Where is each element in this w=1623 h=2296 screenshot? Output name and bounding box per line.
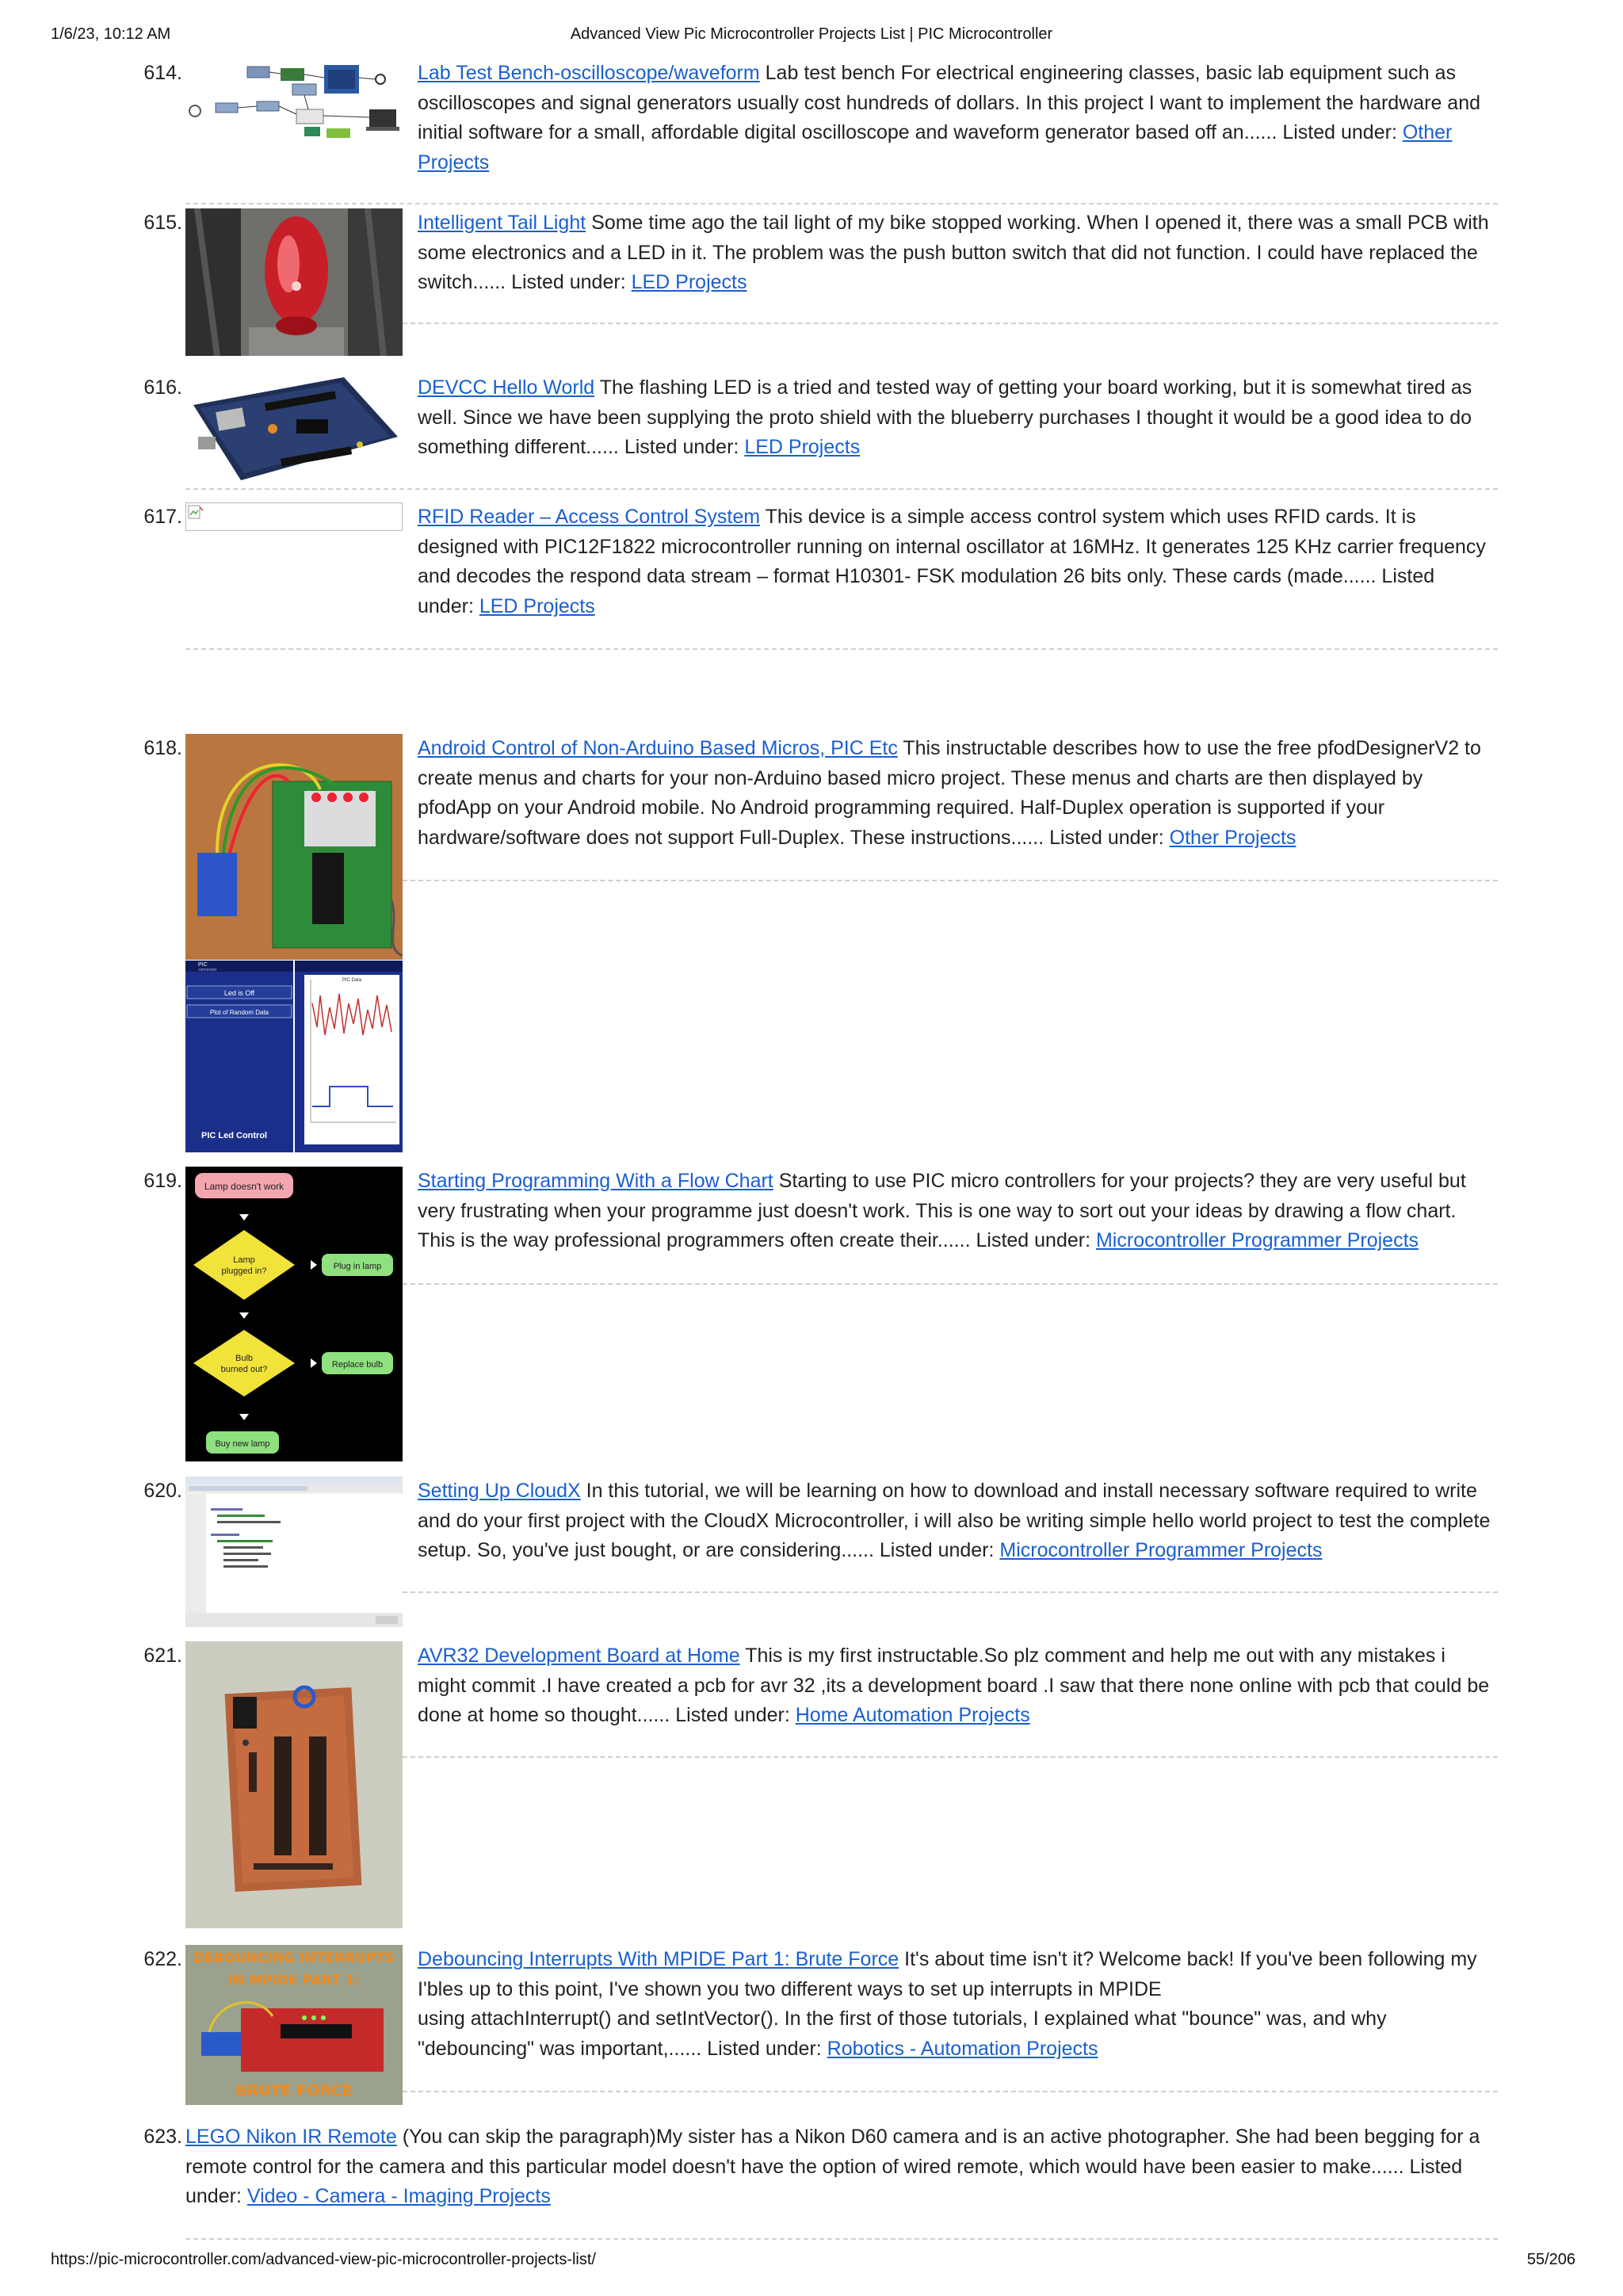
plot-button: Plot of Random Data (209, 1009, 269, 1016)
entry-text (418, 502, 1495, 621)
listed-under-label: Listed under: (511, 271, 626, 293)
entry-text (185, 2122, 1496, 2212)
print-datetime: 1/6/23, 10:12 AM (51, 25, 171, 43)
debouncing-cover-image (185, 1945, 403, 2105)
project-title-link[interactable]: Setting Up CloudX (418, 1480, 581, 1502)
project-description: Some time ago the tail light of my bike stopped working. When I opened it, there was a small PCB with some electronics and a LED in it. The problem was the push button switch that did not function. I could have replaced the switch...... (418, 212, 1489, 293)
entry-text (418, 1477, 1495, 1566)
entry-text (418, 734, 1495, 853)
entry-text (418, 1945, 1495, 2064)
project-title-link[interactable]: LEGO Nikon IR Remote (185, 2126, 397, 2148)
entry-number: 614. (143, 62, 182, 84)
debouncing-cover-thumbnail[interactable] (185, 1945, 403, 2105)
broken-image-glyph (188, 505, 204, 521)
listed-under-label: Listed under: (879, 1539, 995, 1561)
flow-decision2-line1: Bulb (235, 1354, 254, 1363)
divider (403, 880, 1498, 881)
list-item (0, 1477, 1623, 1635)
divider (403, 1591, 1498, 1593)
project-title-link[interactable]: Android Control of Non-Arduino Based Micros, PIC Etc (418, 737, 898, 759)
list-item (0, 734, 1623, 1154)
category-link[interactable]: Other Projects (418, 121, 1453, 174)
project-title-link[interactable]: RFID Reader – Access Control System (418, 506, 761, 528)
project-title-link[interactable]: Intelligent Tail Light (418, 212, 586, 234)
flow-chart-image (185, 1167, 403, 1461)
flow-decision2-line2: burned out? (220, 1365, 268, 1374)
broken-image-icon[interactable] (185, 502, 403, 531)
dev-board-image (185, 373, 403, 484)
print-page-title: Advanced View Pic Microcontroller Projects List | PIC Microcontroller (570, 25, 1053, 43)
cover-title-line2: IN MPIDE PART 1: (227, 1973, 361, 1988)
divider (185, 2238, 1498, 2240)
category-link[interactable]: Microcontroller Programmer Projects (1095, 1229, 1419, 1251)
entry-number: 619. (143, 1170, 182, 1192)
project-description-line2: using attachInterrupt() and setIntVector(). In the first of those tutorials, I explained what "bounce" was, and why "debouncing" was important,...... (418, 2008, 1387, 2060)
divider (185, 203, 1498, 204)
category-link[interactable]: LED Projects (479, 594, 595, 617)
category-link[interactable]: LED Projects (744, 436, 861, 458)
category-link[interactable]: Robotics - Automation Projects (827, 2037, 1098, 2060)
print-url: https://pic-microcontroller.com/advanced-view-pic-microcontroller-projects-list/ (51, 2251, 596, 2268)
category-link[interactable]: Home Automation Projects (795, 1704, 1030, 1726)
entry-number: 621. (143, 1645, 182, 1667)
listed-under-label: Listed under: (675, 1704, 790, 1726)
homemade-pcb-thumbnail[interactable] (185, 1641, 403, 1928)
list-item (0, 1167, 1623, 1468)
entry-number: 622. (143, 1948, 182, 1970)
project-description: Lab test bench For electrical engineering classes, basic lab equipment such as oscilloscopes and signal generators usually cost hundreds of dollars. In this project I want to implement the hardware and initial software for a small, affordable digital oscilloscope and waveform generator based off an...... (418, 62, 1481, 143)
homemade-pcb-image (185, 1641, 403, 1928)
entry-number: 617. (143, 506, 182, 528)
phone-status: connected (198, 968, 217, 972)
flow-start: Lamp doesn't work (204, 1181, 285, 1192)
print-footer (0, 2251, 1623, 2275)
breadboard-phone-image (185, 734, 403, 1152)
divider (185, 488, 1498, 490)
project-description: (You can skip the paragraph)My sister has a Nikon D60 camera and is an active photographer. She had been begging for a remote control for the camera and this particular model doesn't have the option of wired remote, which would have been easier to make...... (185, 2126, 1480, 2178)
entry-text (418, 59, 1495, 178)
project-title-link[interactable]: AVR32 Development Board at Home (418, 1645, 740, 1667)
flow-decision1-line1: Lamp (233, 1255, 255, 1265)
flow-decision1-line2: plugged in? (221, 1266, 267, 1276)
flow-end: Buy new lamp (215, 1439, 270, 1449)
block-diagram-image (185, 62, 403, 149)
entry-text (418, 373, 1495, 463)
entry-text (418, 1641, 1495, 1731)
project-title-link[interactable]: DEVCC Hello World (418, 376, 595, 399)
code-editor-thumbnail[interactable] (185, 1477, 403, 1627)
breadboard-phone-thumbnail[interactable] (185, 734, 403, 1152)
project-description: This is my first instructable.So plz comment and help me out with any mistakes i might commit .I have created a pcb for avr 32 ,its a development board .I saw that there none online with pcb that could be done at home so thought...... (418, 1645, 1490, 1726)
flow-action1: Plug in lamp (333, 1262, 382, 1271)
led-status-button: Led is Off (223, 989, 255, 997)
cover-title-line1: DEBOUNCING INTERRUPTS (193, 1950, 395, 1966)
list-item (0, 1945, 1623, 2103)
bike-tail-light-image (185, 208, 403, 356)
divider (403, 1756, 1498, 1758)
listed-under-label: Listed under: (1049, 826, 1164, 849)
project-description-line1: It's about time isn't it? Welcome back! If you've been following my I'bles up to this point, I've shown you two different ways to set up interrupts in MPIDE (418, 1948, 1477, 2000)
code-editor-image (185, 1477, 403, 1627)
listed-under-label: Listed under: (707, 2037, 822, 2060)
listed-under-label: Listed under: (1282, 121, 1397, 143)
project-title-link[interactable]: Starting Programming With a Flow Chart (418, 1170, 773, 1192)
entry-number: 620. (143, 1480, 182, 1502)
listed-label: Listed (1409, 2155, 1463, 2178)
listed-under-label: Listed under: (418, 565, 1435, 617)
project-description: This device is a simple access control system which uses RFID cards. It is designed with PIC12F1822 microcontroller running on internal oscillator at 16MHz. It generates 125 KHz carrier frequency and decodes the respond data stream – format H10301- FSK modulation 26 bits only. These cards (made...... (418, 506, 1486, 587)
list-item (0, 208, 1623, 367)
project-description: The flashing LED is a tried and tested way of getting your board working, but it is somewhat tired as well. Since we have been supplying the proto shield with the blueberry purchases I thought it would be a good idea to do something different...... (418, 376, 1472, 458)
category-link[interactable]: Video - Camera - Imaging Projects (246, 2185, 551, 2207)
list-item (0, 502, 1623, 661)
chart-title: PIC Data (342, 978, 362, 983)
project-description: In this tutorial, we will be learning on how to download and install necessary software required to write and do your first project with the CloudX Microcontroller, i will also be writing simple hello world project to test the complete setup. So, you've just bought, or are considering...... (418, 1480, 1491, 1561)
flow-action2: Replace bulb (331, 1360, 384, 1370)
entry-number: 616. (143, 376, 182, 399)
under-label: under: (185, 2185, 242, 2207)
entry-number: 623. (143, 2126, 182, 2148)
list-item (0, 1641, 1623, 1935)
list-item (0, 59, 1623, 217)
project-title-link[interactable]: Lab Test Bench-oscilloscope/waveform (418, 62, 760, 84)
project-description: Starting to use PIC micro controllers for your projects? they are very useful but very frustrating when your programme just doesn't work. This is one way to sort out your ideas by drawing a flow chart. This is the way professional programmers often create their...... (418, 1170, 1466, 1251)
entry-number: 618. (143, 737, 182, 759)
project-title-link[interactable]: Debouncing Interrupts With MPIDE Part 1: Brute Force (418, 1948, 899, 1970)
list-item (0, 2122, 1623, 2233)
print-page-number: 55/206 (1526, 2251, 1575, 2268)
list-item (0, 373, 1623, 500)
block-diagram-thumbnail[interactable] (185, 62, 403, 149)
cover-title-line3: BRUTE FORCE (235, 2082, 353, 2099)
phone-app-name: PIC (198, 962, 208, 968)
category-link[interactable]: Microcontroller Programmer Projects (999, 1539, 1323, 1561)
print-header (0, 25, 1623, 49)
entry-number: 615. (143, 212, 182, 234)
divider (403, 1283, 1498, 1285)
entry-text (418, 1167, 1495, 1256)
category-link[interactable]: Other Projects (1169, 826, 1296, 849)
divider (185, 648, 1498, 650)
category-link[interactable]: LED Projects (631, 271, 747, 293)
flow-chart-thumbnail[interactable] (185, 1167, 403, 1461)
project-description: This instructable describes how to use the free pfodDesignerV2 to create menus and charts for your non-Arduino based micro project. These menus and charts are then displayed by pfodApp on your Android mobile. No Android programming required. Half-Duplex operation is supported if your hardware/software does not support Full-Duplex. These instructions...... (418, 737, 1481, 849)
entry-text (418, 208, 1495, 298)
divider (403, 323, 1498, 324)
bike-tail-light-thumbnail[interactable] (185, 208, 403, 356)
listed-under-label: Listed under: (624, 436, 739, 458)
listed-under-label: Listed under: (976, 1229, 1091, 1251)
dev-board-thumbnail[interactable] (185, 373, 403, 484)
divider (403, 2091, 1498, 2092)
phone-footer-label: PIC Led Control (201, 1131, 268, 1140)
